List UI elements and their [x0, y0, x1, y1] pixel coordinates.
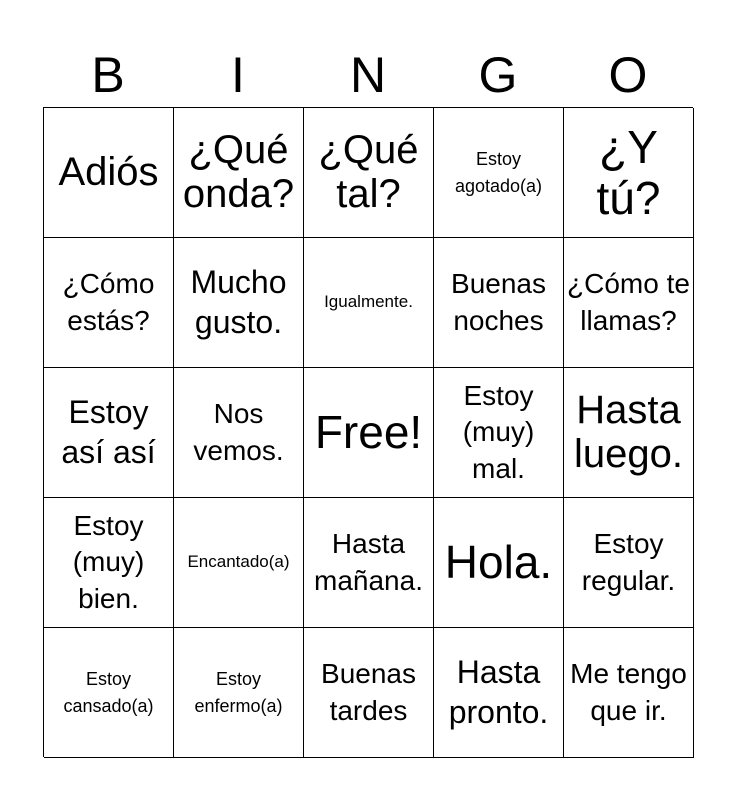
bingo-cell-r2c2[interactable]: Mucho gusto. — [174, 238, 304, 368]
bingo-cell-r3c4[interactable]: Estoy (muy) mal. — [434, 368, 564, 498]
bingo-cell-r1c2[interactable]: ¿Qué onda? — [174, 108, 304, 238]
bingo-cell-r1c5[interactable]: ¿Y tú? — [564, 108, 694, 238]
bingo-cell-r4c5[interactable]: Estoy regular. — [564, 498, 694, 628]
header-letter-o: O — [608, 47, 648, 103]
bingo-cell-r3c1[interactable]: Estoy así así — [44, 368, 174, 498]
bingo-cell-r3c5[interactable]: Hasta luego. — [564, 368, 694, 498]
header-letter-i: I — [231, 47, 245, 103]
header-letter-n: N — [349, 47, 387, 103]
bingo-cell-r4c4[interactable]: Hola. — [434, 498, 564, 628]
bingo-cell-r5c4[interactable]: Hasta pronto. — [434, 628, 564, 758]
bingo-header — [43, 42, 693, 108]
bingo-cell-r1c1[interactable]: Adiós — [44, 108, 174, 238]
bingo-cell-r5c2[interactable]: Estoy enfermo(a) — [174, 628, 304, 758]
bingo-cell-r3c2[interactable]: Nos vemos. — [174, 368, 304, 498]
bingo-cell-r4c3[interactable]: Hasta mañana. — [304, 498, 434, 628]
bingo-cell-r5c1[interactable]: Estoy cansado(a) — [44, 628, 174, 758]
bingo-cell-r4c1[interactable]: Estoy (muy) bien. — [44, 498, 174, 628]
bingo-cell-r2c3[interactable]: Igualmente. — [304, 238, 434, 368]
header-letter-b: B — [91, 47, 125, 103]
bingo-cell-r5c3[interactable]: Buenas tardes — [304, 628, 434, 758]
header-letter-g: G — [478, 47, 518, 103]
bingo-cell-r1c4[interactable]: Estoy agotado(a) — [434, 108, 564, 238]
bingo-cell-r5c5[interactable]: Me tengo que ir. — [564, 628, 694, 758]
bingo-cell-free[interactable]: Free! — [304, 368, 434, 498]
bingo-cell-r1c3[interactable]: ¿Qué tal? — [304, 108, 434, 238]
bingo-cell-r4c2[interactable]: Encantado(a) — [174, 498, 304, 628]
bingo-cell-r2c4[interactable]: Buenas noches — [434, 238, 564, 368]
bingo-cell-r2c1[interactable]: ¿Cómo estás? — [44, 238, 174, 368]
bingo-cell-r2c5[interactable]: ¿Cómo te llamas? — [564, 238, 694, 368]
bingo-board — [43, 107, 693, 757]
